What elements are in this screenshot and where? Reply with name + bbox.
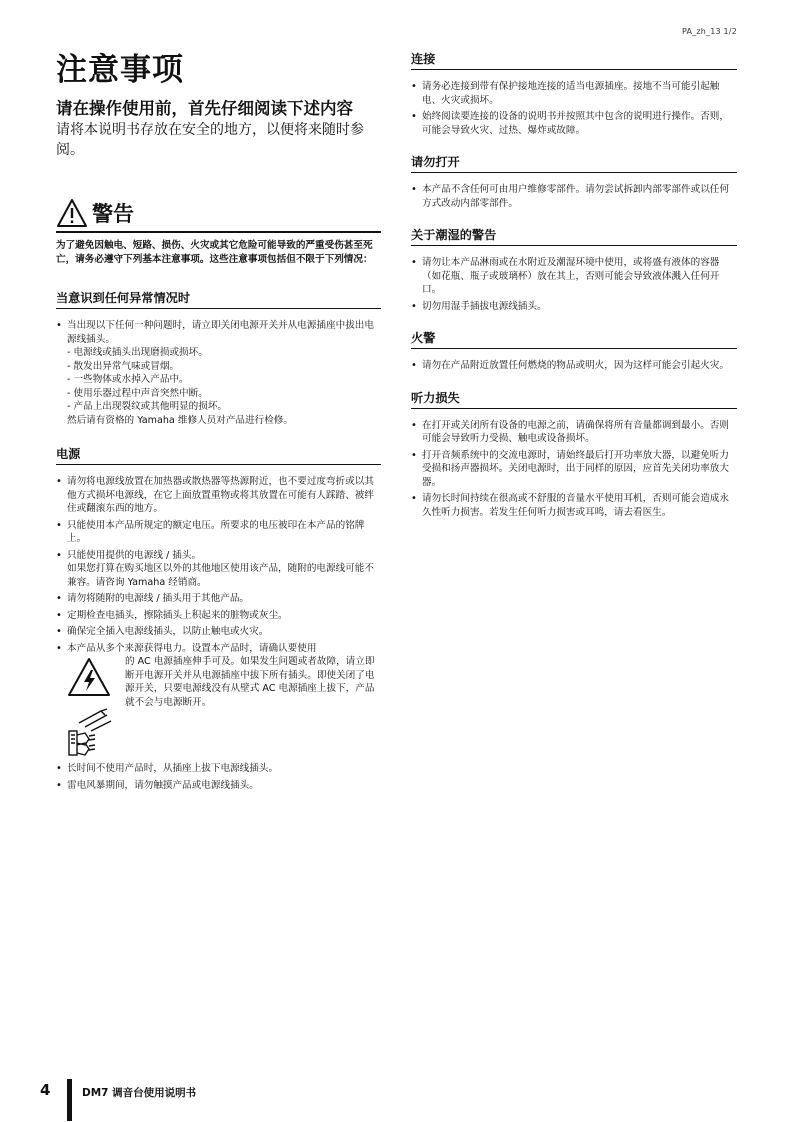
- section-heading-power: 电源: [56, 445, 381, 465]
- section-do-not-open: [411, 153, 737, 210]
- power-list: [56, 475, 381, 792]
- list-item: • 在打开或关闭所有设备的电源之前，请确保将所有音量都调到最小。否则可能会导致听力受损、触电或设备损坏。: [411, 419, 737, 446]
- list-item-text-continued: 的 AC 电源插座伸手可及。如果发生问题或者故障，请立即断开电源开关并从电源插座中拔下所有插头。即使关闭了电源开关，只要电源线没有从壁式 AC 电源插座上拔下，产品就不会与电源断开。: [125, 656, 375, 708]
- section-heading-moisture: 关于潮湿的警告: [411, 226, 737, 246]
- section-heading-connection: 连接: [411, 50, 737, 70]
- list-item: • 只能使用本产品所规定的额定电压。所要求的电压被印在本产品的铭牌上。: [56, 519, 381, 546]
- left-column: [56, 50, 381, 795]
- section-heading-do-not-open: 请勿打开: [411, 153, 737, 173]
- connection-list: [411, 80, 737, 137]
- right-column: [411, 50, 737, 535]
- list-item: [56, 549, 381, 590]
- footer-bar: [67, 1079, 72, 1121]
- icon-text-block: [67, 655, 381, 759]
- document-title: DM7 调音台使用说明书: [82, 1087, 197, 1099]
- page-title: 注意事项: [56, 52, 184, 88]
- moisture-list: [411, 256, 737, 313]
- list-item: • 请务必连接到带有保护接地连接的适当电源插座。接地不当可能引起触电、火灾或损坏。: [411, 80, 737, 107]
- list-item: • 请勿在产品附近放置任何燃烧的物品或明火，因为这样可能会引起火灾。: [411, 359, 737, 373]
- page-footer: [40, 1079, 440, 1121]
- list-item: • 请勿长时间持续在很高或不舒服的音量水平使用耳机，否则可能会造成永久性听力损害。若发生任何听力损害或耳鸣，请去看医生。: [411, 492, 737, 519]
- page-number: 4: [40, 1081, 51, 1099]
- page-code: PA_zh_13 1/2: [681, 27, 737, 36]
- sub-item: - 一些物体或水掉入产品中。: [67, 374, 189, 385]
- section-heading-fire: 火警: [411, 329, 737, 349]
- list-item-text: 当出现以下任何一种问题时，请立即关闭电源开关并从电源插座中拔出电源线插头。: [67, 320, 374, 345]
- abnormal-list: [56, 319, 381, 427]
- list-item: • 请勿将电源线放置在加热器或散热器等热源附近，也不要过度弯折或以其他方式损坏电源线，在它上面放置重物或将其放置在可能有人踩踏、被绊住或翻滚东西的地方。: [56, 475, 381, 516]
- list-item: • 请勿让本产品淋雨或在水附近及潮湿环境中使用，或将盛有液体的容器 （如花瓶、瓶子或玻璃杯）放在其上，否则可能会导致液体溅入任何开口。: [411, 256, 737, 297]
- list-item: • 确保完全插入电源线插头，以防止触电或火灾。: [56, 625, 381, 639]
- list-item: • 雷电风暴期间，请勿触摸产品或电源线插头。: [56, 779, 381, 793]
- list-item: • 打开音频系统中的交流电源时，请始终最后打开功率放大器，以避免听力受损和扬声器损坏。关闭电源时，出于同样的原因，应首先关闭功率放大器。: [411, 449, 737, 490]
- list-item-text: 只能使用提供的电源线 / 插头。: [67, 549, 202, 561]
- section-fire: [411, 329, 737, 373]
- sub-item: - 电源线或插头出现磨损或损坏。: [67, 347, 208, 358]
- page-subtitle: 请在操作使用前，首先仔细阅读下述内容: [56, 99, 353, 118]
- sub-item: - 使用乐器过程中声音突然中断。: [67, 387, 208, 399]
- list-item: [56, 642, 381, 760]
- hearing-loss-list: [411, 419, 737, 520]
- list-item: [56, 319, 381, 427]
- sub-item: - 产品上出现裂纹或其他明显的损坏。: [67, 401, 228, 412]
- intro-text: 请将本说明书存放在安全的地方，以便将来随时参阅。: [56, 122, 364, 158]
- warning-triangle-icon: [56, 198, 88, 228]
- do-not-open-list: [411, 183, 737, 210]
- list-item: • 长时间不使用产品时，从插座上拔下电源线插头。: [56, 762, 381, 776]
- list-item: • 始终阅读要连接的设备的说明书并按照其中包含的说明进行操作。否则，可能会导致火灾、过热、爆炸或故障。: [411, 110, 737, 137]
- electric-shock-warning-icon: [67, 657, 111, 697]
- sub-item: - 散发出异常气味或冒烟。: [67, 360, 180, 372]
- list-item-text: 本产品从多个来源获得电力。设置本产品时，请确认要使用: [67, 642, 317, 654]
- section-heading-hearing-loss: 听力损失: [411, 389, 737, 409]
- sub-item-followup: 然后请有资格的 Yamaha 维修人员对产品进行检修。: [67, 414, 293, 426]
- section-connection: [411, 50, 737, 137]
- list-item: • 请勿将随附的电源线 / 插头用于其他产品。: [56, 592, 381, 606]
- section-heading-abnormal: 当意识到任何异常情况时: [56, 289, 381, 309]
- warning-heading: [56, 198, 381, 233]
- warning-intro: 为了避免因触电、短路、损伤、火灾或其它危险可能导致的严重受伤甚至死亡，请务必遵守下列基本注意事项。这些注意事项包括但不限于下列情况：: [56, 240, 373, 265]
- icon-column: [67, 655, 125, 759]
- list-item: • 定期检查电插头，擦除插头上积起来的脏物或灰尘。: [56, 609, 381, 623]
- fire-list: [411, 359, 737, 373]
- section-moisture: [411, 226, 737, 313]
- list-item: • 本产品不含任何可由用户维修零部件。请勿尝试拆卸内部零部件或以任何方式改动内部零部件。: [411, 183, 737, 210]
- warning-label: 警告: [92, 202, 134, 226]
- multiple-plugs-icon: [67, 705, 115, 759]
- list-item: • 切勿用湿手插拔电源线插头。: [411, 300, 737, 314]
- section-hearing-loss: [411, 389, 737, 520]
- list-item-note: 如果您打算在购买地区以外的其他地区使用该产品，随附的电源线可能不兼容。请咨询 Yamaha 经销商。: [67, 563, 374, 588]
